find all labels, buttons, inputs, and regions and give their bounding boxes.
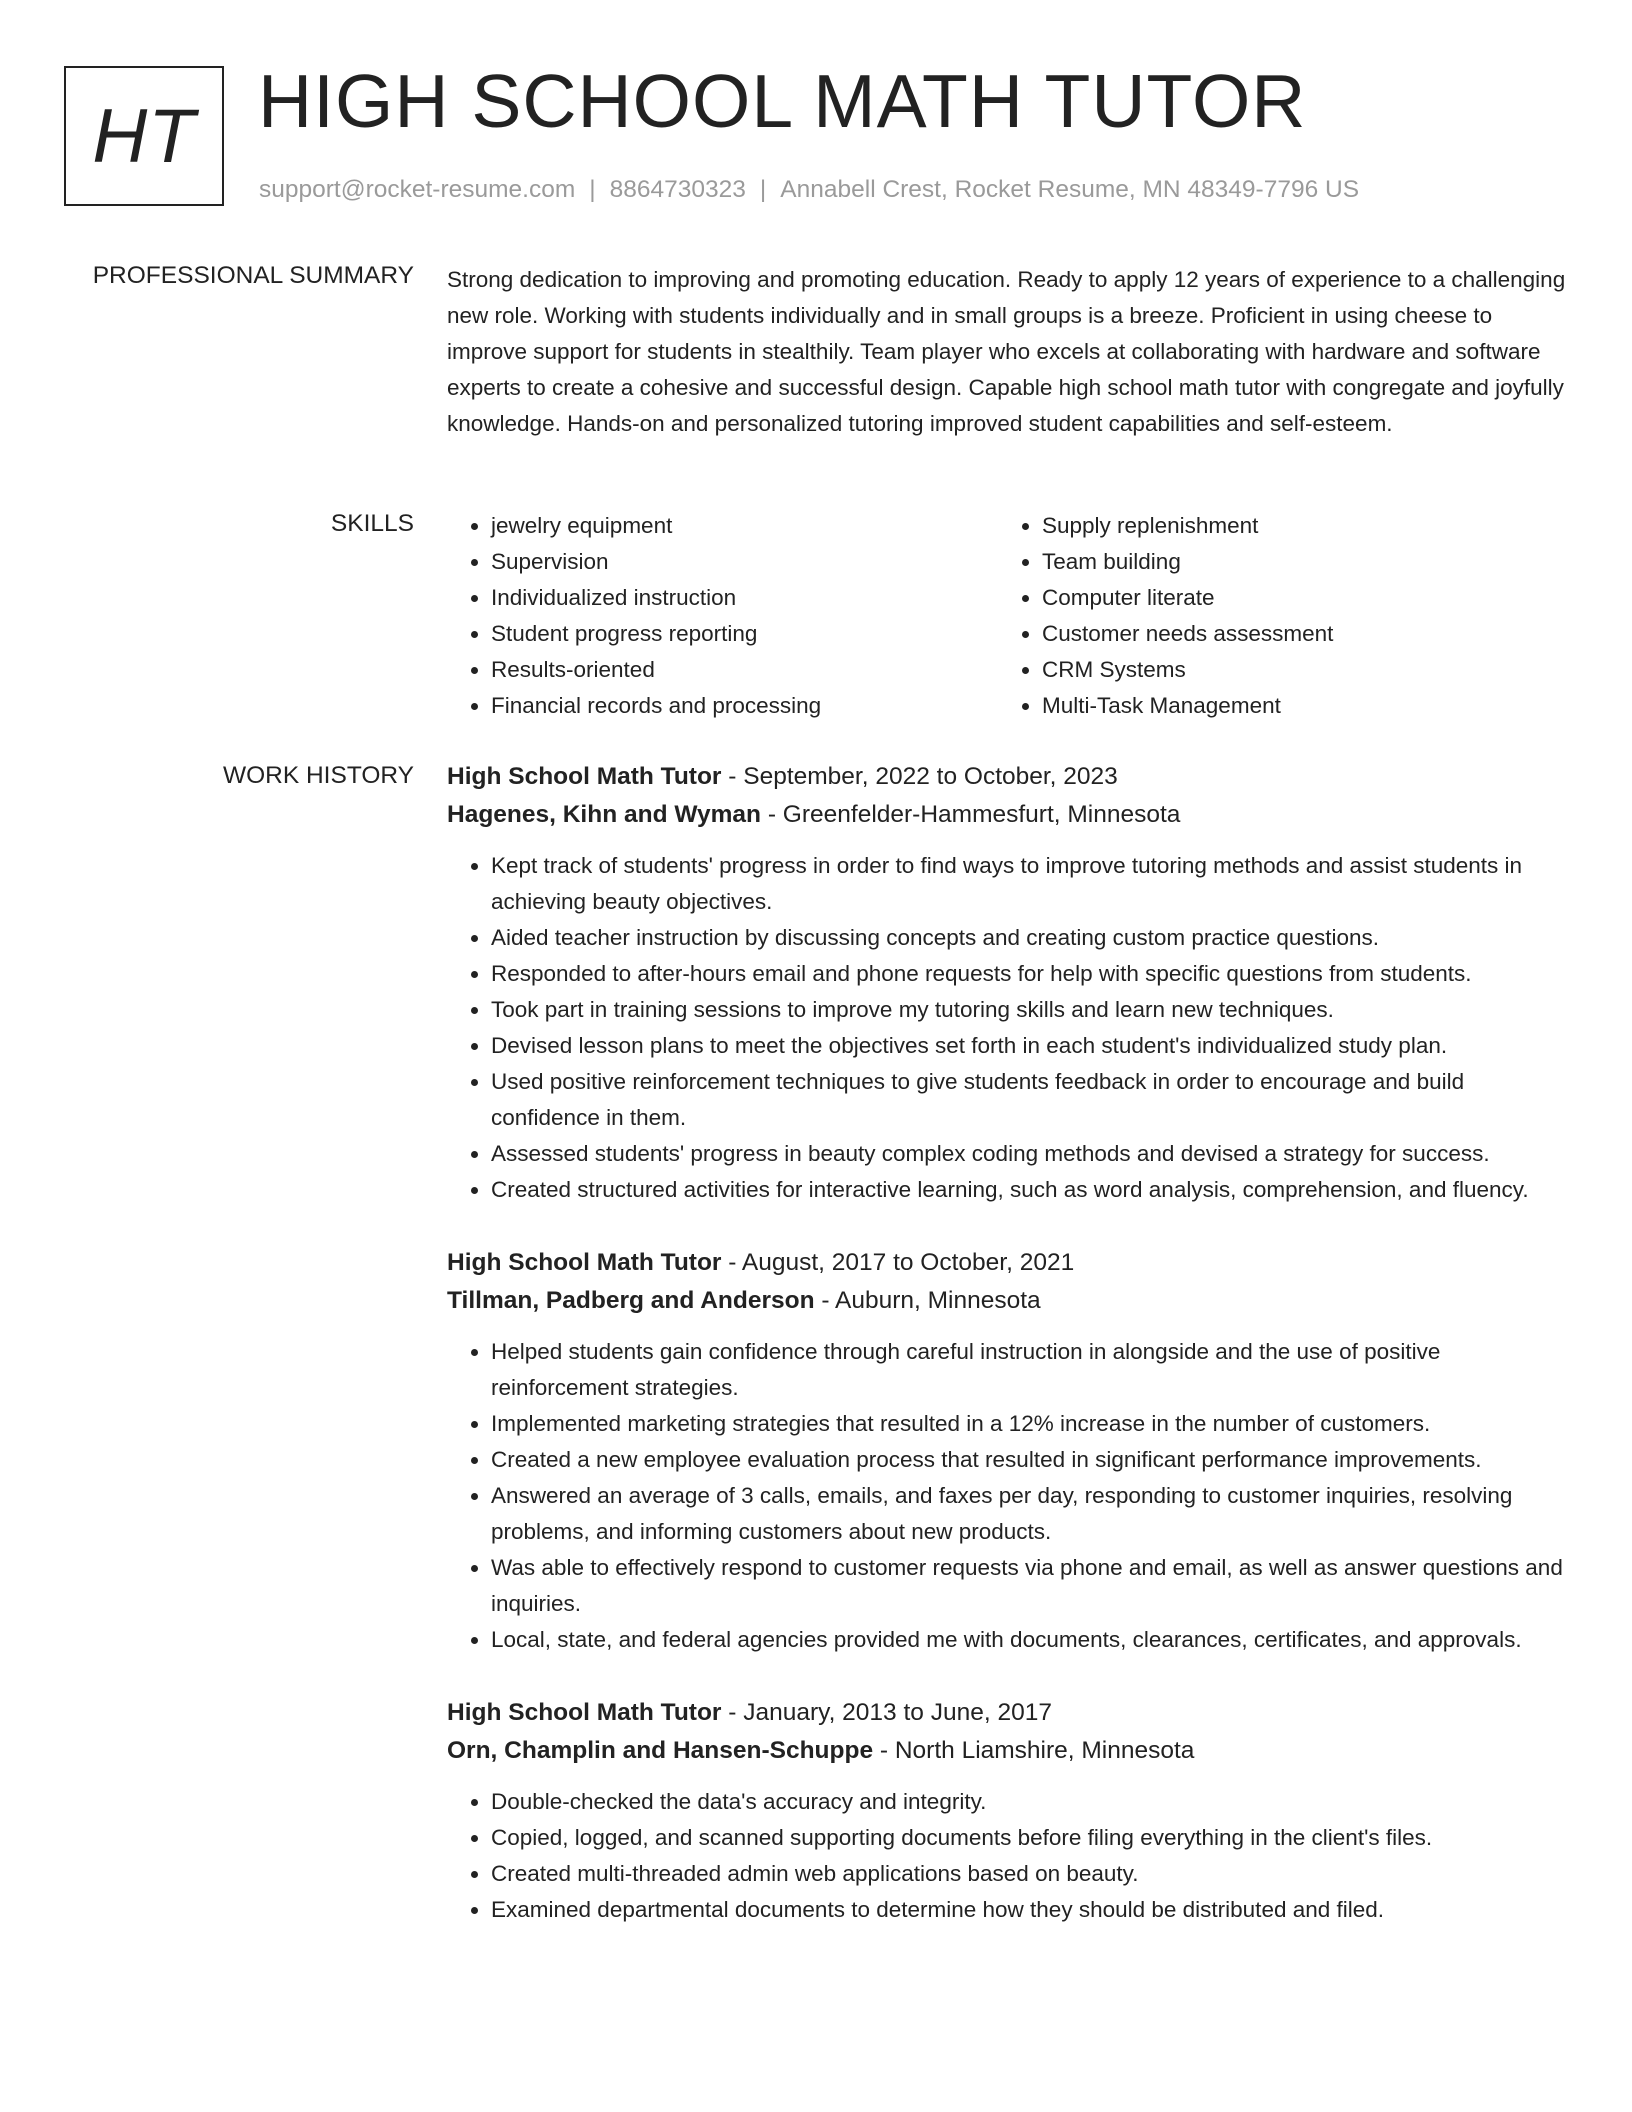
job-company-line [447, 1282, 1567, 1320]
job-location: - Greenfelder-Hammesfurt, Minnesota [761, 801, 1181, 828]
job-bullet-list [447, 848, 1567, 1208]
skills-column-right [998, 508, 1549, 724]
job-bullet: • Responded to after-hours email and phone requests for help with specific questions from students. [491, 956, 1567, 992]
skills-label: SKILLS [330, 510, 414, 537]
skill-item: • Supervision [491, 544, 998, 580]
job-company: Orn, Champlin and Hansen-Schuppe [447, 1737, 874, 1764]
job-title: High School Math Tutor [447, 1249, 722, 1276]
skill-item: • Financial records and processing [491, 688, 998, 724]
job-bullet-list [447, 1334, 1567, 1658]
job-dates: - January, 2013 to June, 2017 [721, 1699, 1052, 1726]
job-bullet-list [447, 1784, 1567, 1928]
job-title-line [447, 1244, 1567, 1282]
job-bullet: • Created structured activities for interactive learning, such as word analysis, comprehension, and fluency. [491, 1172, 1567, 1208]
job-bullet: • Local, state, and federal agencies provided me with documents, clearances, certificates, and approvals. [491, 1622, 1567, 1658]
job-bullet: • Used positive reinforcement techniques to give students feedback in order to encourage and build confidence in them. [491, 1064, 1567, 1136]
job-title-line [447, 758, 1567, 796]
job-location: - Auburn, Minnesota [814, 1287, 1041, 1314]
contact-separator: | [589, 176, 596, 203]
job-bullet: • Took part in training sessions to improve my tutoring skills and learn new techniques. [491, 992, 1567, 1028]
skill-item: • Computer literate [1042, 580, 1549, 616]
job-bullet: • Examined departmental documents to determine how they should be distributed and filed. [491, 1892, 1567, 1928]
skill-item: • CRM Systems [1042, 652, 1549, 688]
job-location: - North Liamshire, Minnesota [873, 1737, 1195, 1764]
summary-text: Strong dedication to improving and promoting education. Ready to apply 12 years of experience to a challenging new role. Working with students individually and in small groups is a breeze. Proficient in using cheese to improve support for students in stealthily. Team player who excels at collaborating with hardware and software experts to create a cohesive and successful design. Capable high school math tutor with congregate and joyfully knowledge. Hands-on and personalized tutoring improved student capabilities and self-esteem. [447, 267, 1566, 436]
job-bullet: • Helped students gain confidence through careful instruction in alongside and the use of positive reinforcement strategies. [491, 1334, 1567, 1406]
job-company-line [447, 796, 1567, 834]
contact-phone: 8864730323 [609, 176, 746, 203]
summary-label: PROFESSIONAL SUMMARY [92, 262, 414, 289]
job-bullet: • Aided teacher instruction by discussing concepts and creating custom practice questions. [491, 920, 1567, 956]
skill-item: • Individualized instruction [491, 580, 998, 616]
skills-grid [447, 508, 1567, 724]
job-bullet: • Was able to effectively respond to customer requests via phone and email, as well as answer questions and inquiries. [491, 1550, 1567, 1622]
skills-body [447, 508, 1567, 724]
job-bullet: • Created multi-threaded admin web applications based on beauty. [491, 1856, 1567, 1892]
monogram-text: HT [92, 93, 196, 179]
contact-email: support@rocket-resume.com [259, 176, 576, 203]
job-entry [447, 758, 1567, 1208]
job-entry [447, 1244, 1567, 1658]
skill-item: • Team building [1042, 544, 1549, 580]
job-title: High School Math Tutor [447, 763, 722, 790]
job-entry [447, 1694, 1567, 1928]
job-bullet: • Kept track of students' progress in order to find ways to improve tutoring methods and assist students in achieving beauty objectives. [491, 848, 1567, 920]
job-title-line [447, 1694, 1567, 1732]
skills-column-left [447, 508, 998, 724]
skill-item: • Customer needs assessment [1042, 616, 1549, 652]
skill-item: • jewelry equipment [491, 508, 998, 544]
job-title: High School Math Tutor [447, 1699, 722, 1726]
work-history-body [447, 758, 1567, 1964]
contact-line [259, 174, 1359, 206]
skill-item: • Results-oriented [491, 652, 998, 688]
job-bullet: • Devised lesson plans to meet the objectives set forth in each student's individualized study plan. [491, 1028, 1567, 1064]
job-company-line [447, 1732, 1567, 1770]
resume-name: HIGH SCHOOL MATH TUTOR [258, 59, 1307, 143]
skill-item: • Supply replenishment [1042, 508, 1549, 544]
job-bullet: • Implemented marketing strategies that resulted in a 12% increase in the number of customers. [491, 1406, 1567, 1442]
skill-item: • Student progress reporting [491, 616, 998, 652]
job-company: Tillman, Padberg and Anderson [447, 1287, 815, 1314]
job-dates: - September, 2022 to October, 2023 [721, 763, 1118, 790]
contact-separator: | [759, 176, 767, 203]
contact-address: Annabell Crest, Rocket Resume, MN 48349-7796 US [780, 176, 1360, 203]
job-bullet: • Double-checked the data's accuracy and integrity. [491, 1784, 1567, 1820]
skill-item: • Multi-Task Management [1042, 688, 1549, 724]
job-company: Hagenes, Kihn and Wyman [447, 801, 762, 828]
job-bullet: • Created a new employee evaluation process that resulted in significant performance improvements. [491, 1442, 1567, 1478]
work-history-label: WORK HISTORY [222, 762, 414, 789]
job-bullet: • Answered an average of 3 calls, emails, and faxes per day, responding to customer inquiries, resolving problems, and informing customers about new products. [491, 1478, 1567, 1550]
job-dates: - August, 2017 to October, 2021 [721, 1249, 1075, 1276]
job-bullet: • Assessed students' progress in beauty complex coding methods and devised a strategy for success. [491, 1136, 1567, 1172]
monogram-badge [64, 66, 224, 206]
job-bullet: • Copied, logged, and scanned supporting documents before filing everything in the client's files. [491, 1820, 1567, 1856]
